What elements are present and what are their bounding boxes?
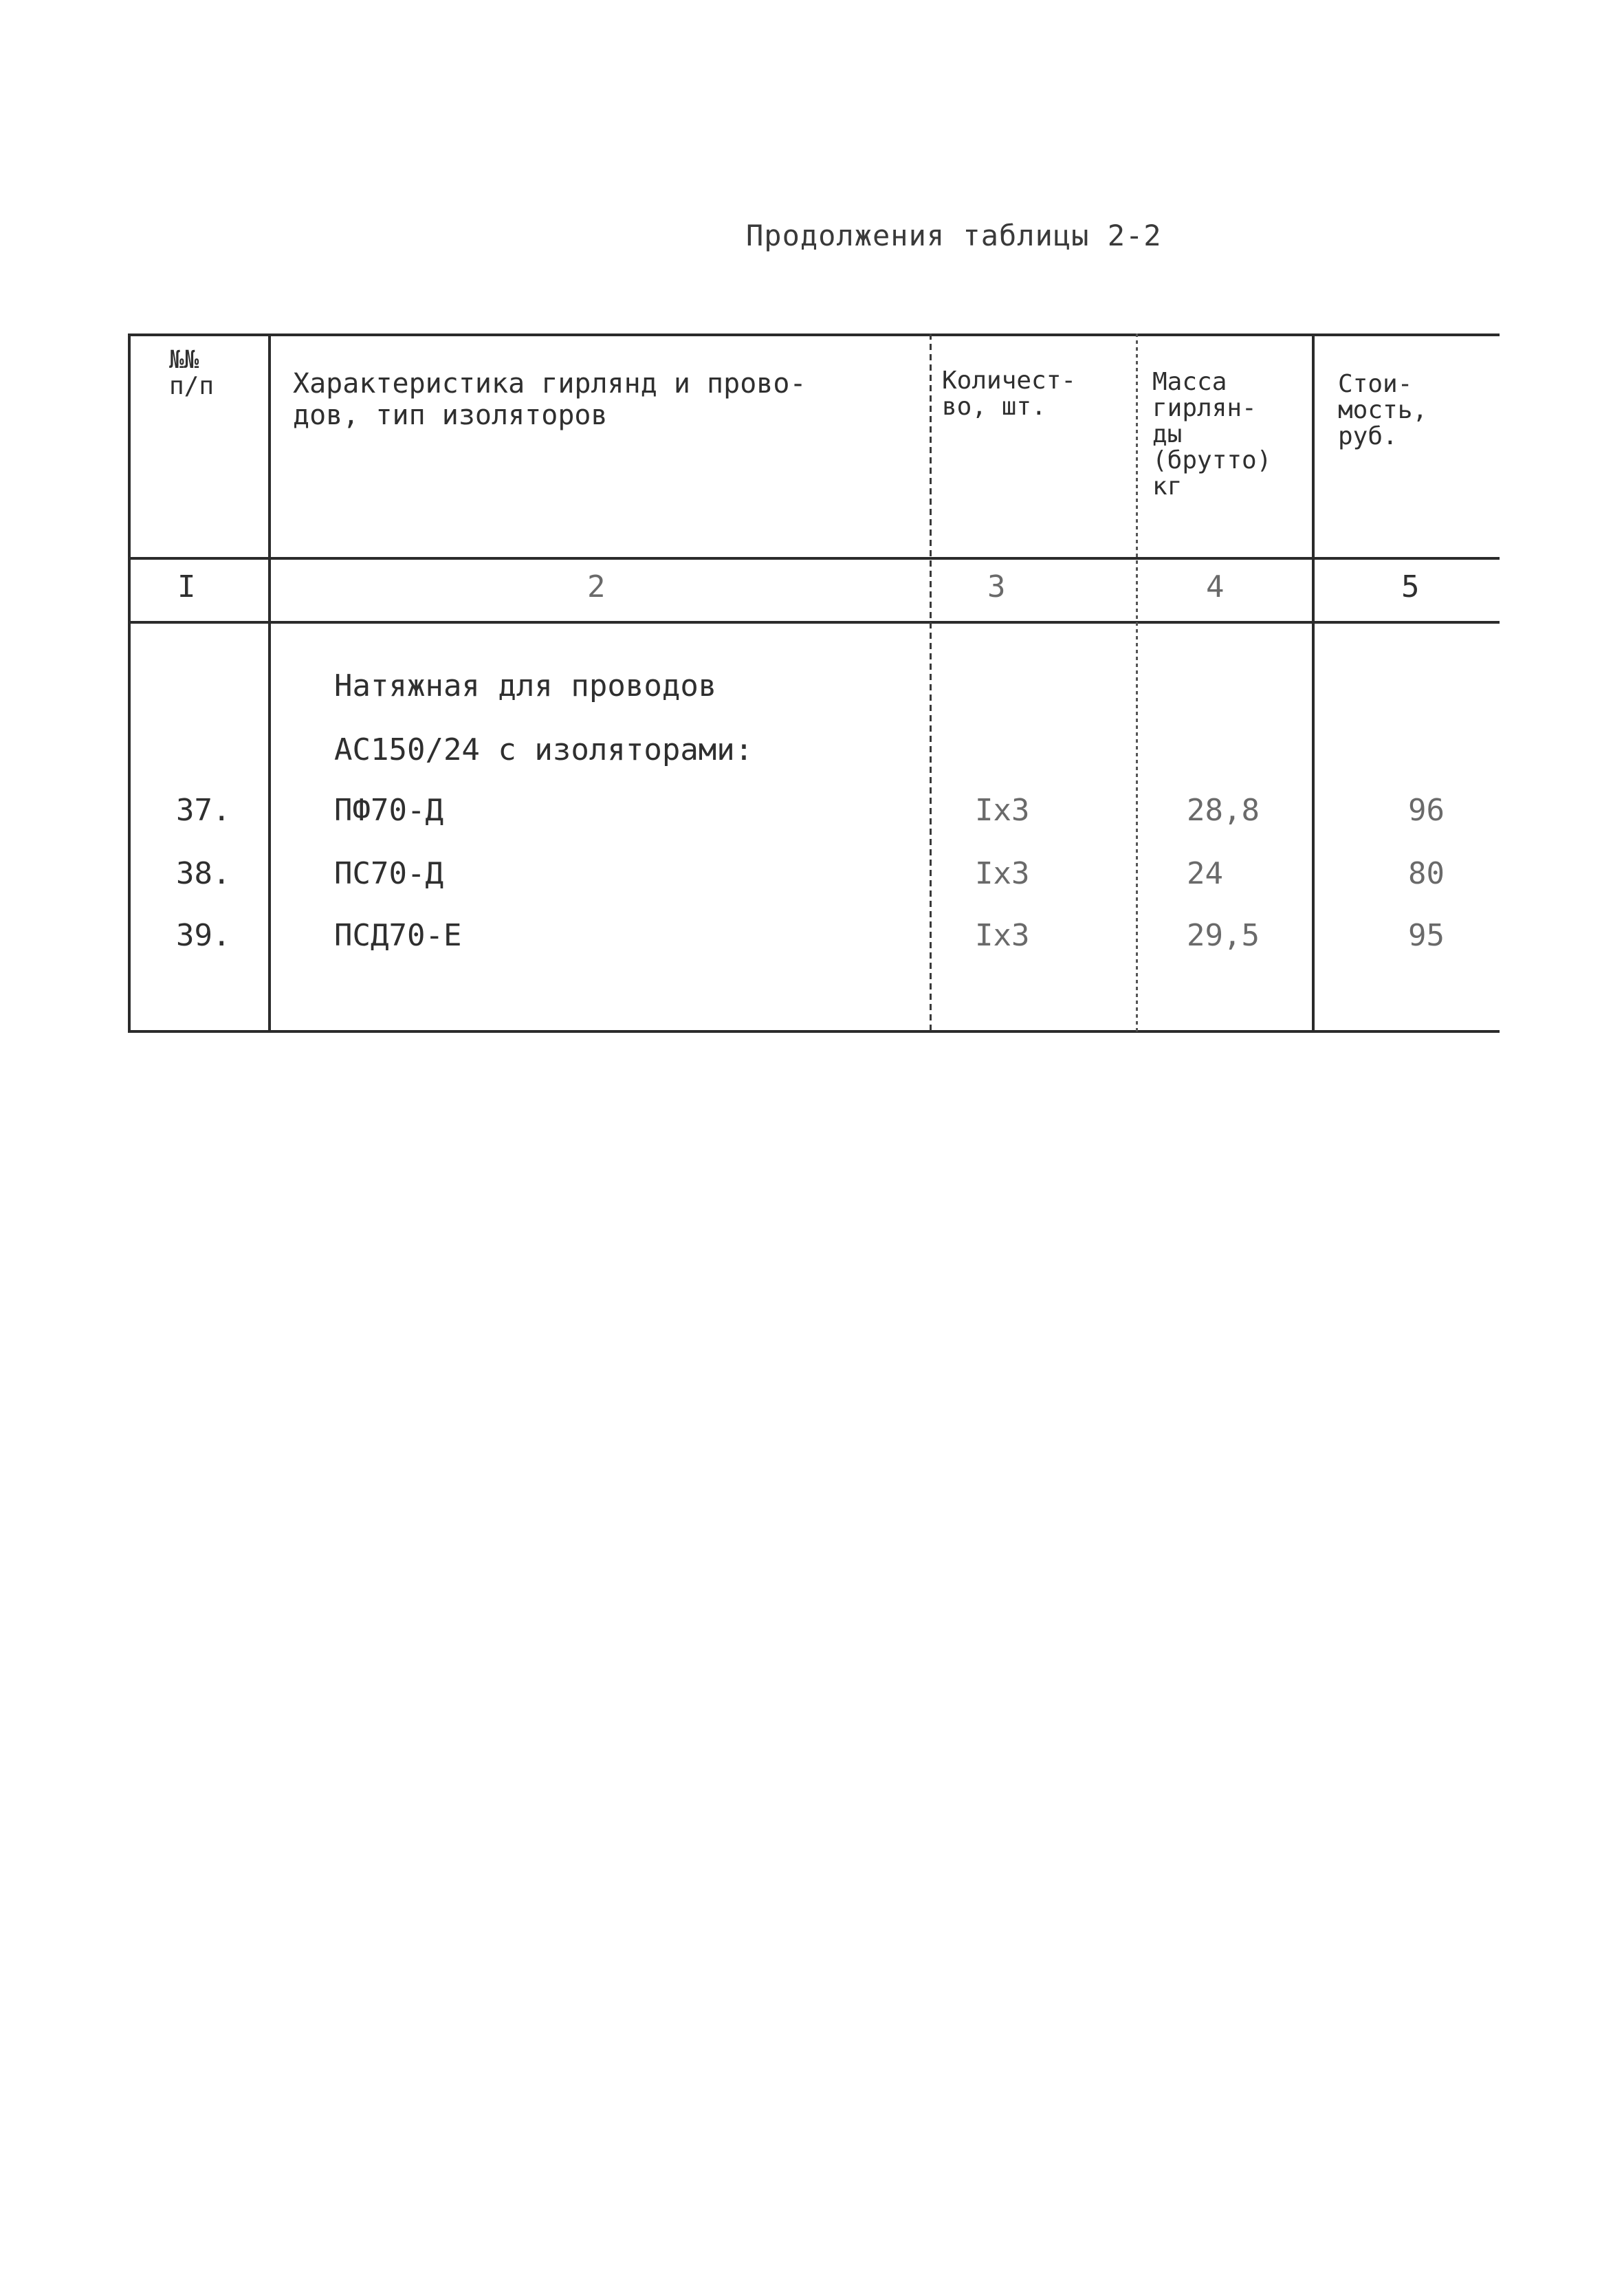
header-col-2: Характеристика гирлянд и прово- дов, тип изоляторов bbox=[293, 368, 806, 431]
col-number-5: 5 bbox=[1401, 569, 1420, 604]
header-col-4: Масса гирлян- ды (брутто) кг bbox=[1152, 368, 1272, 501]
table-row-mass: 24 bbox=[1187, 856, 1223, 891]
header-col-3: Количест- во, шт. bbox=[942, 367, 1077, 421]
table-row-type: ПФ70-Д bbox=[334, 793, 443, 828]
column-divider-1 bbox=[268, 334, 271, 1033]
table-row-cost: 80 bbox=[1408, 856, 1445, 891]
column-divider-3 bbox=[1136, 334, 1138, 1033]
table-row-cost: 95 bbox=[1408, 918, 1445, 953]
col-number-4: 4 bbox=[1206, 569, 1225, 604]
header-bottom-border bbox=[128, 557, 1500, 560]
table-row-num: 39. bbox=[176, 918, 231, 953]
table-caption: Продолжения таблицы 2-2 bbox=[746, 219, 1162, 252]
group-title-line-1: Натяжная для проводов bbox=[334, 668, 717, 703]
table-row-num: 37. bbox=[176, 793, 231, 828]
header-col-5: Стои- мость, руб. bbox=[1338, 370, 1428, 450]
table-row-num: 38. bbox=[176, 856, 231, 891]
table-row-qty: Iх3 bbox=[975, 856, 1030, 891]
table-row-qty: Iх3 bbox=[975, 793, 1030, 828]
table-row-type: ПСД70-Е bbox=[334, 918, 462, 953]
header-col-1: №№ п/п bbox=[169, 346, 215, 400]
table-left-border bbox=[128, 334, 131, 1033]
col-number-2: 2 bbox=[587, 569, 606, 604]
table-row-cost: 96 bbox=[1408, 793, 1445, 828]
table-row-mass: 28,8 bbox=[1187, 793, 1260, 828]
table-row-type: ПС70-Д bbox=[334, 856, 443, 891]
numbers-row-bottom-border bbox=[128, 621, 1500, 624]
table-top-border bbox=[128, 334, 1500, 336]
table-row-qty: Iх3 bbox=[975, 918, 1030, 953]
col-number-1: I bbox=[177, 569, 196, 604]
table-bottom-border bbox=[128, 1030, 1500, 1033]
column-divider-2 bbox=[930, 334, 932, 1033]
column-divider-4 bbox=[1312, 334, 1315, 1033]
col-number-3: 3 bbox=[987, 569, 1006, 604]
group-title-line-2: АС150/24 с изоляторами: bbox=[334, 732, 754, 767]
data-table bbox=[128, 334, 1500, 1035]
table-row-mass: 29,5 bbox=[1187, 918, 1260, 953]
